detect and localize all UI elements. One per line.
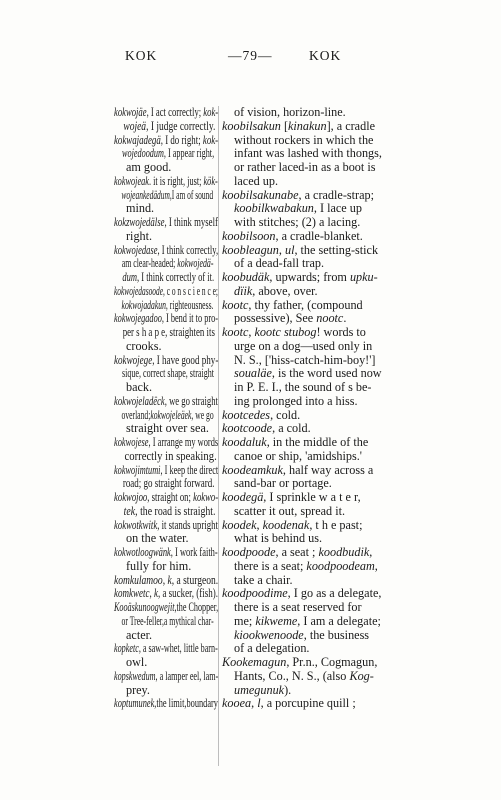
- dictionary-line: [114, 230, 218, 244]
- headword-text: koodpoodeam: [306, 558, 375, 573]
- dictionary-line: [114, 340, 218, 354]
- dictionary-line: [222, 147, 409, 161]
- dictionary-line: [222, 642, 409, 656]
- dictionary-line: [114, 367, 226, 381]
- dictionary-line: [222, 244, 409, 258]
- headword-text: koodenak: [262, 517, 310, 532]
- definition-text: urge on a dog—used only in: [234, 338, 373, 353]
- headword-text: kok-: [202, 132, 219, 147]
- definition-text: , I appear right,: [163, 146, 215, 161]
- headword-text: koodek: [222, 517, 257, 532]
- dictionary-line: [222, 532, 409, 546]
- definition-text: , I go as a delegate,: [287, 586, 382, 601]
- definition-text: overland;: [121, 407, 151, 422]
- headword-text: koodegä: [222, 490, 264, 504]
- left-column: [114, 106, 218, 711]
- headword-text: kiookwenoode: [234, 627, 304, 642]
- definition-text: , thy father, (compound: [248, 297, 363, 312]
- definition-text: , I act correctly;: [146, 105, 204, 119]
- headword-text: kootc: [222, 325, 249, 339]
- dictionary-line: [222, 436, 409, 450]
- headword-text: kokwojedä-: [177, 256, 214, 271]
- dictionary-line: [222, 505, 409, 519]
- definition-text: , a sucker, (fish).: [157, 586, 219, 601]
- headword-text: wojeankedädum: [121, 187, 170, 202]
- headword-text: kokwojese: [114, 435, 149, 449]
- headword-text: dïik: [234, 283, 253, 298]
- dictionary-line: [114, 450, 229, 464]
- headword-text: wojeä: [123, 118, 147, 133]
- definition-text: ).: [284, 682, 292, 697]
- headword-text: kokwojeladëck: [114, 393, 165, 408]
- dictionary-line: [222, 381, 409, 395]
- definition-text: ,the limit,boundary: [154, 696, 218, 711]
- dictionary-line: [114, 560, 218, 574]
- headword-text: kooea: [222, 696, 252, 711]
- dictionary-line: [114, 697, 218, 711]
- dictionary-line: [222, 134, 409, 148]
- definition-text: ], a cradle: [326, 118, 375, 133]
- definition-text: or rather laced-in as a boot is: [234, 160, 376, 174]
- definition-text: , righteousness.: [165, 297, 214, 312]
- definition-text: , a cradle-blanket.: [275, 228, 363, 243]
- definition-text: , I sprinkle w a t e r,: [263, 490, 361, 504]
- dictionary-line: [222, 106, 409, 120]
- dictionary-line: [222, 684, 409, 698]
- dictionary-line: [114, 574, 218, 588]
- dictionary-line: [222, 175, 409, 189]
- dictionary-line: [222, 230, 409, 244]
- definition-text: on the water.: [126, 531, 189, 546]
- dictionary-line: [222, 216, 409, 230]
- definition-text: , the business: [303, 627, 370, 642]
- definition-text: canoe or ship, 'amidships.': [234, 448, 362, 463]
- headword-text: kokwojeak: [114, 173, 149, 188]
- dictionary-line: [222, 574, 409, 588]
- headword-text: koobleagun: [222, 242, 279, 257]
- column-divider: [218, 106, 219, 766]
- definition-text: ,the Chopper,: [174, 600, 219, 614]
- definition-text: .: [343, 311, 347, 326]
- dictionary-line: [222, 326, 409, 340]
- dictionary-line: [222, 367, 409, 381]
- dictionary-line: [114, 120, 227, 134]
- dictionary-line: [114, 271, 226, 285]
- dictionary-line: [114, 422, 218, 436]
- dictionary-line: [114, 189, 225, 203]
- definition-text: , the setting-stick: [294, 242, 379, 257]
- definition-text: N. S., ['hiss-catch-him-boy!']: [234, 352, 376, 367]
- dictionary-line: [222, 340, 409, 354]
- headword-text: koodbudik: [318, 545, 370, 559]
- dictionary-line: [222, 546, 409, 560]
- definition-text: there is a seat reserved for: [234, 600, 362, 614]
- dictionary-line: [222, 271, 409, 285]
- headword-text: kopskwedum: [114, 668, 156, 683]
- page-number: —79—: [228, 48, 273, 63]
- headword-text: kokwojegadoo: [114, 311, 162, 326]
- headword-text: koptumunek: [114, 696, 155, 711]
- definition-text: , half way across a: [282, 462, 374, 477]
- dictionary-line: [222, 519, 409, 533]
- headword-text: tek: [123, 503, 136, 518]
- definition-text: , I keep the direct: [160, 462, 219, 477]
- headword-text: kokwojedasoode: [114, 283, 163, 298]
- definition-text: , upwards; from: [269, 270, 350, 284]
- dictionary-line: [114, 601, 218, 615]
- headword-text: Kooäskunoogwejit: [114, 600, 175, 614]
- definition-text: ,: [369, 545, 373, 559]
- headword-text: soualäe: [234, 366, 272, 381]
- definition-text: , t h e past;: [309, 517, 363, 532]
- definition-text: ,: [251, 696, 258, 711]
- headword-text: kootcoode: [222, 421, 273, 436]
- headword-text: komkwetc: [114, 586, 150, 601]
- headword-text: kokwotkwitk: [114, 517, 158, 532]
- dictionary-line: [114, 175, 218, 189]
- dictionary-line: [222, 395, 409, 409]
- definition-text: , it stands upright: [157, 517, 218, 532]
- headword-text: upku-: [349, 270, 378, 284]
- headword-text: kokwojege: [114, 352, 153, 367]
- definition-text: , a cold.: [272, 421, 311, 436]
- definition-text: ,: [162, 572, 168, 587]
- definition-text: , I have good phy-: [152, 352, 219, 367]
- dictionary-line: [222, 312, 409, 326]
- headword-text: umegunuk: [234, 682, 285, 697]
- definition-text: of a dead-fall trap.: [234, 256, 325, 271]
- headword-text: kopketc: [114, 641, 139, 656]
- headword-text: kok-: [203, 105, 219, 119]
- definition-text: possessive), See: [234, 311, 317, 326]
- headword-text: kikweme: [255, 613, 298, 628]
- headword-text: nootc: [316, 311, 344, 326]
- headword-text: kokwajadegä: [114, 132, 161, 147]
- dictionary-line: [114, 134, 218, 148]
- definition-text: , I am a delegate;: [297, 613, 381, 628]
- dictionary-line: [114, 587, 218, 601]
- dictionary-line: [114, 656, 218, 670]
- definition-text: , a cradle-strap;: [298, 187, 374, 202]
- definition-text: am clear-headed;: [121, 256, 178, 271]
- dictionary-line: [114, 409, 226, 423]
- definition-text: in P. E. I., the sound of s be-: [234, 380, 372, 394]
- dictionary-line: [114, 326, 227, 340]
- definition-text: prey.: [126, 682, 150, 697]
- definition-text: , a saw-whet, little barn-: [138, 641, 218, 656]
- dictionary-line: [222, 422, 409, 436]
- definition-text: ,: [374, 558, 378, 573]
- dictionary-line: [114, 216, 218, 230]
- dictionary-line: [222, 587, 409, 601]
- dictionary-line: [222, 202, 409, 216]
- header-left-guide-word: KOK: [125, 48, 158, 63]
- dictionary-line: [222, 601, 409, 615]
- dictionary-line: [114, 285, 218, 299]
- definition-text: acter.: [126, 627, 153, 642]
- dictionary-line: [114, 464, 218, 478]
- definition-text: , I judge correctly.: [146, 118, 216, 133]
- headword-text: koobilsoon: [222, 228, 276, 243]
- headword-text: l: [257, 696, 261, 711]
- definition-text: [: [280, 118, 289, 133]
- headword-text: koobilkwabakun: [234, 201, 314, 216]
- dictionary-line: [114, 519, 218, 533]
- definition-text: . it is right, just;: [148, 173, 204, 188]
- definition-text: of a delegation.: [234, 641, 310, 656]
- definition-text: , is the word used now: [271, 366, 382, 381]
- dictionary-line: [222, 629, 409, 643]
- definition-text: infant was lashed with thongs,: [234, 146, 382, 161]
- dictionary-line: [114, 491, 218, 505]
- dictionary-line: [222, 450, 409, 464]
- definition-text: ,: [248, 325, 255, 339]
- dictionary-line: [114, 684, 218, 698]
- definition-text: , I work faith-: [170, 545, 218, 559]
- definition-text: without rockers in which the: [234, 132, 374, 147]
- dictionary-line: [114, 354, 218, 368]
- dictionary-line: [222, 409, 409, 423]
- headword-text: kök-: [203, 173, 218, 188]
- definition-text: ,I am of sound: [169, 187, 214, 202]
- dictionary-line: [114, 395, 218, 409]
- headword-text: kokwojedase: [114, 242, 158, 257]
- definition-text: , cold.: [270, 407, 301, 422]
- headword-text: kootc: [222, 297, 249, 312]
- definition-text: , I think correctly,: [157, 242, 219, 257]
- headword-text: koodeamkuk: [222, 462, 283, 477]
- dictionary-line: [114, 202, 218, 216]
- definition-text: Hants, Co., N. S., (also: [234, 668, 350, 683]
- definition-text: , we go straight: [164, 393, 218, 408]
- definition-text: road; go straight forward.: [122, 476, 215, 491]
- definition-text: , the road is straight.: [135, 503, 216, 518]
- right-column: [222, 106, 409, 711]
- headword-text: kokwojimtumi: [114, 462, 161, 477]
- headword-text: kokwojoo: [114, 490, 148, 504]
- headword-text: kokwotloogwänk: [114, 545, 171, 559]
- definition-text: , I think correctly of it.: [137, 270, 215, 284]
- definition-text: , in the middle of the: [266, 435, 369, 449]
- definition-text: or Tree-feller,a mythical char-: [121, 613, 214, 628]
- definition-text: what is behind us.: [234, 531, 323, 546]
- definition-text: owl.: [126, 655, 148, 669]
- dictionary-line: [114, 546, 218, 560]
- definition-text: scatter it out, spread it.: [234, 503, 346, 518]
- headword-text: koobudäk: [222, 270, 270, 284]
- definition-text: mind.: [126, 201, 155, 216]
- headword-text: kokwojeleäek: [150, 407, 192, 422]
- headword-text: koobilsakunabe: [222, 187, 299, 202]
- dictionary-line: [222, 656, 409, 670]
- definition-text: sand-bar or portage.: [234, 476, 332, 491]
- definition-text: back.: [126, 380, 153, 394]
- headword-text: komkulamoo: [114, 572, 163, 587]
- definition-text: , a seat ;: [275, 545, 319, 559]
- definition-text: crooks.: [126, 338, 162, 353]
- definition-text: , above, over.: [252, 283, 318, 298]
- dictionary-line: [222, 120, 409, 134]
- headword-text: wojedoodum: [122, 146, 164, 161]
- dictionary-line: [222, 477, 409, 491]
- dictionary-line: [222, 161, 409, 175]
- definition-text: , we go: [191, 407, 214, 422]
- headword-text: kootc stubog: [254, 325, 317, 339]
- definition-text: sique, correct shape, straight: [121, 366, 215, 381]
- dictionary-line: [222, 560, 409, 574]
- dictionary-line: [114, 161, 218, 175]
- headword-text: kinakun: [288, 118, 327, 133]
- dictionary-line: [114, 147, 226, 161]
- dictionary-line: [114, 505, 228, 519]
- dictionary-line: [114, 381, 218, 395]
- headword-text: ul: [284, 242, 295, 257]
- dictionary-line: [114, 477, 227, 491]
- dictionary-line: [114, 299, 226, 313]
- definition-text: ing prolonged into a hiss.: [234, 393, 358, 408]
- definition-text: take a chair.: [234, 572, 293, 587]
- dictionary-line: [114, 629, 218, 643]
- headword-text: dum: [122, 270, 138, 284]
- definition-text: , a sturgeon.: [171, 572, 219, 587]
- dictionary-line: [222, 257, 409, 271]
- dictionary-line: [222, 299, 409, 313]
- headword-text: k: [167, 572, 172, 587]
- dictionary-line: [222, 615, 409, 629]
- definition-text: per s h a p e, straighten its: [122, 325, 215, 339]
- definition-text: laced up.: [234, 173, 278, 188]
- dictionary-line: [114, 532, 218, 546]
- dictionary-line: [222, 670, 409, 684]
- definition-text: , I arrange my words: [148, 435, 219, 449]
- definition-text: there is a seat;: [234, 558, 307, 573]
- definition-text: ,: [149, 586, 154, 601]
- definition-text: , c o n s c i e n c e;: [162, 283, 218, 298]
- definition-text: , I do right;: [160, 132, 203, 147]
- headword-text: koobilsakun: [222, 118, 281, 133]
- header-right-guide-word: KOK: [309, 48, 342, 63]
- definition-text: am good.: [126, 160, 172, 174]
- definition-text: , straight on;: [147, 490, 194, 504]
- dictionary-line: [114, 244, 218, 258]
- definition-text: , I think myself: [164, 215, 218, 229]
- definition-text: , I bend it to pro-: [161, 311, 218, 326]
- headword-text: k: [153, 586, 158, 601]
- dictionary-line: [114, 106, 218, 120]
- dictionary-line: [222, 491, 409, 505]
- headword-text: Kookemagun: [222, 655, 287, 669]
- definition-text: , a lamper eel, lam-: [155, 668, 219, 683]
- definition-text: , I lace up: [313, 201, 362, 216]
- definition-text: with stitches; (2) a lacing.: [234, 215, 361, 229]
- dictionary-line: [114, 257, 226, 271]
- headword-text: kokwojadakun: [121, 297, 166, 312]
- headword-text: koodpoodime: [222, 586, 288, 601]
- dictionary-line: [114, 670, 218, 684]
- definition-text: of vision, horizon-line.: [234, 105, 346, 119]
- headword-text: koodpoode: [222, 545, 276, 559]
- definition-text: ,: [256, 517, 263, 532]
- definition-text: me;: [234, 613, 256, 628]
- definition-text: fully for him.: [126, 558, 192, 573]
- definition-text: , Pr.n., Cogmagun,: [286, 655, 378, 669]
- definition-text: straight over sea.: [126, 421, 209, 436]
- headword-text: kootcedes: [222, 407, 271, 422]
- dictionary-line: [114, 642, 218, 656]
- dictionary-line: [222, 354, 409, 368]
- dictionary-line: [114, 436, 218, 450]
- definition-text: ,: [278, 242, 285, 257]
- dictionary-line: [222, 697, 409, 711]
- definition-text: right.: [126, 228, 153, 243]
- dictionary-line: [222, 285, 409, 299]
- page-header: [0, 48, 501, 68]
- definition-text: , a porcupine quill ;: [260, 696, 356, 711]
- headword-text: kokwojäe: [114, 105, 147, 119]
- headword-text: kokwo-: [193, 490, 219, 504]
- definition-text: correctly in speaking.: [124, 448, 217, 463]
- dictionary-line: [222, 189, 409, 203]
- headword-text: koodaluk: [222, 435, 267, 449]
- headword-text: kokzwojedälse: [114, 215, 165, 229]
- dictionary-line: [114, 615, 226, 629]
- headword-text: Kog-: [349, 668, 374, 683]
- dictionary-line: [222, 464, 409, 478]
- dictionary-line: [114, 312, 218, 326]
- definition-text: ! words to: [316, 325, 366, 339]
